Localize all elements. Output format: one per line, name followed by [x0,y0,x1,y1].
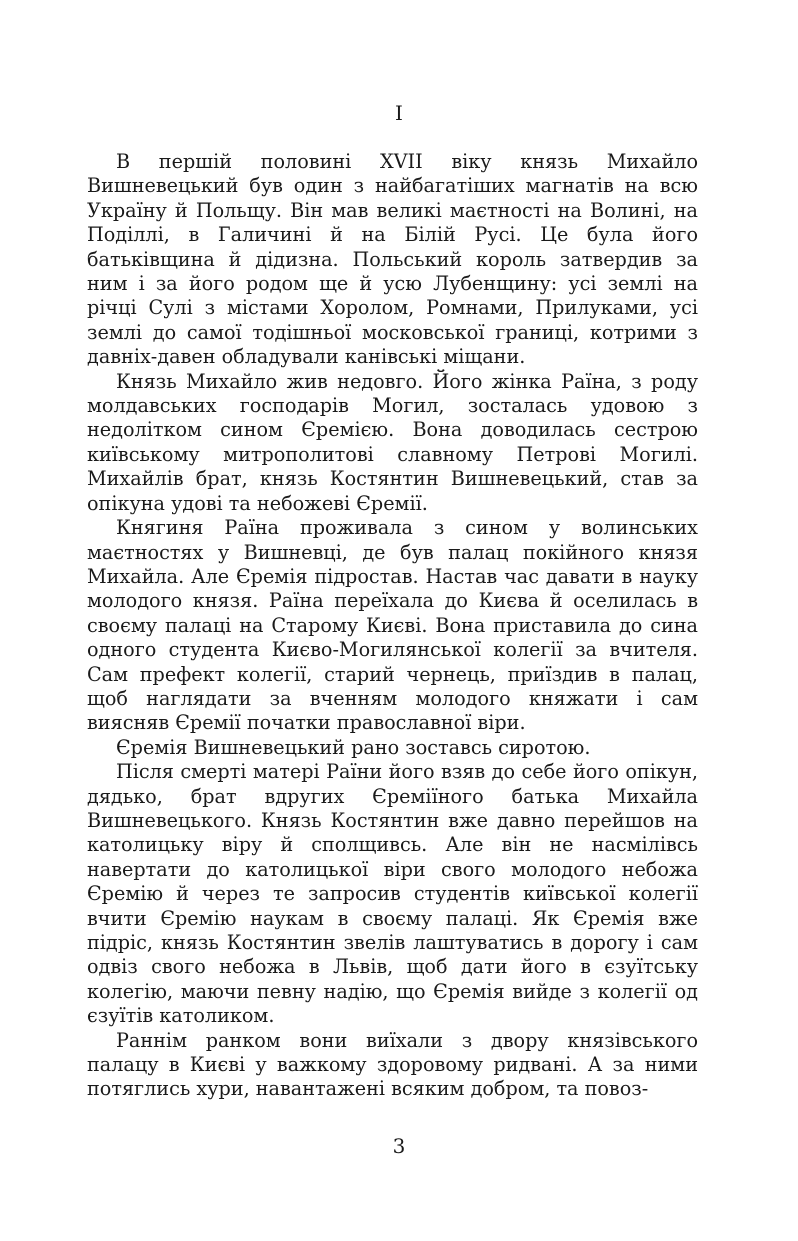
paragraph: Раннім ранком вони виїхали з двору князівського палацу в Києві у важкому здоровому ридвані. А за ними потяглись хури, навантажені всяким добром, та повоз- [87,1028,698,1101]
paragraph: Князь Михайло жив недовго. Його жінка Раїна, з роду молдавських господарів Могил, зосталась удовою з недолітком сином Єремією. Вона доводилась сестрою київському митрополитові славному Петрові Могилі. Михайлів брат, князь Костянтин Вишневецький, став за опікуна удові та небожеві Єремії. [87,369,698,515]
body-text [87,150,698,1102]
paragraph: Єремія Вишневецький рано зоставсь сиротою. [116,735,591,759]
paragraph: Княгиня Раїна проживала з сином у волинських маєтностях у Вишневці, де був палац покійного князя Михайла. Але Єремія підростав. Настав час давати в науку молодого князя. Раїна переїхала до Києва й оселилась в своєму палаці на Старому Києві. Вона приставила до сина одного студента Києво-Могилянської колегії за вчителя. Сам префект колегії, старий чернець, приїздив в палац, щоб наглядати за вченням молодого княжати і сам виясняв Єремії початки православної віри. [87,516,698,735]
paragraph: В першій половині XVII віку князь Михайло Вишневецький був один з найбагатіших магнатів на всю Україну й Польщу. Він мав великі маєтності на Волині, на Поділлі, в Галичині й на Білій Русі. Це була його батьківщина й дідизна. Польський король затвердив за ним і за його родом ще й усю Лубенщину: усі землі на річці Сулі з містами Хоролом, Ромнами, Прилуками, усі землі до самої тодішньої московської границі, котрими з давніх-давен обладували канівські міщани. [87,150,698,369]
paragraph: Після смерті матері Раїни його взяв до себе його опікун, дядько, брат вдругих Єреміїного батька Михайла Вишневецького. Князь Костянтин вже давно перейшов на католицьку віру й сполщивсь. Але він не насмілівсь навертати до католицької віри свого молодого небожа Єремію й через те запросив студентів київської колегії вчити Єремію наукам в своєму палаці. Як Єремія вже підріс, князь Костянтин звелів лаштуватись в дорогу і сам одвіз свого небожа в Львів, щоб дати його в єзуїтську колегію, маючи певну надію, що Єремія вийде з колегії од єзуїтів католиком. [87,760,698,1028]
chapter-heading: I [395,101,403,125]
page-number: 3 [392,1134,406,1158]
